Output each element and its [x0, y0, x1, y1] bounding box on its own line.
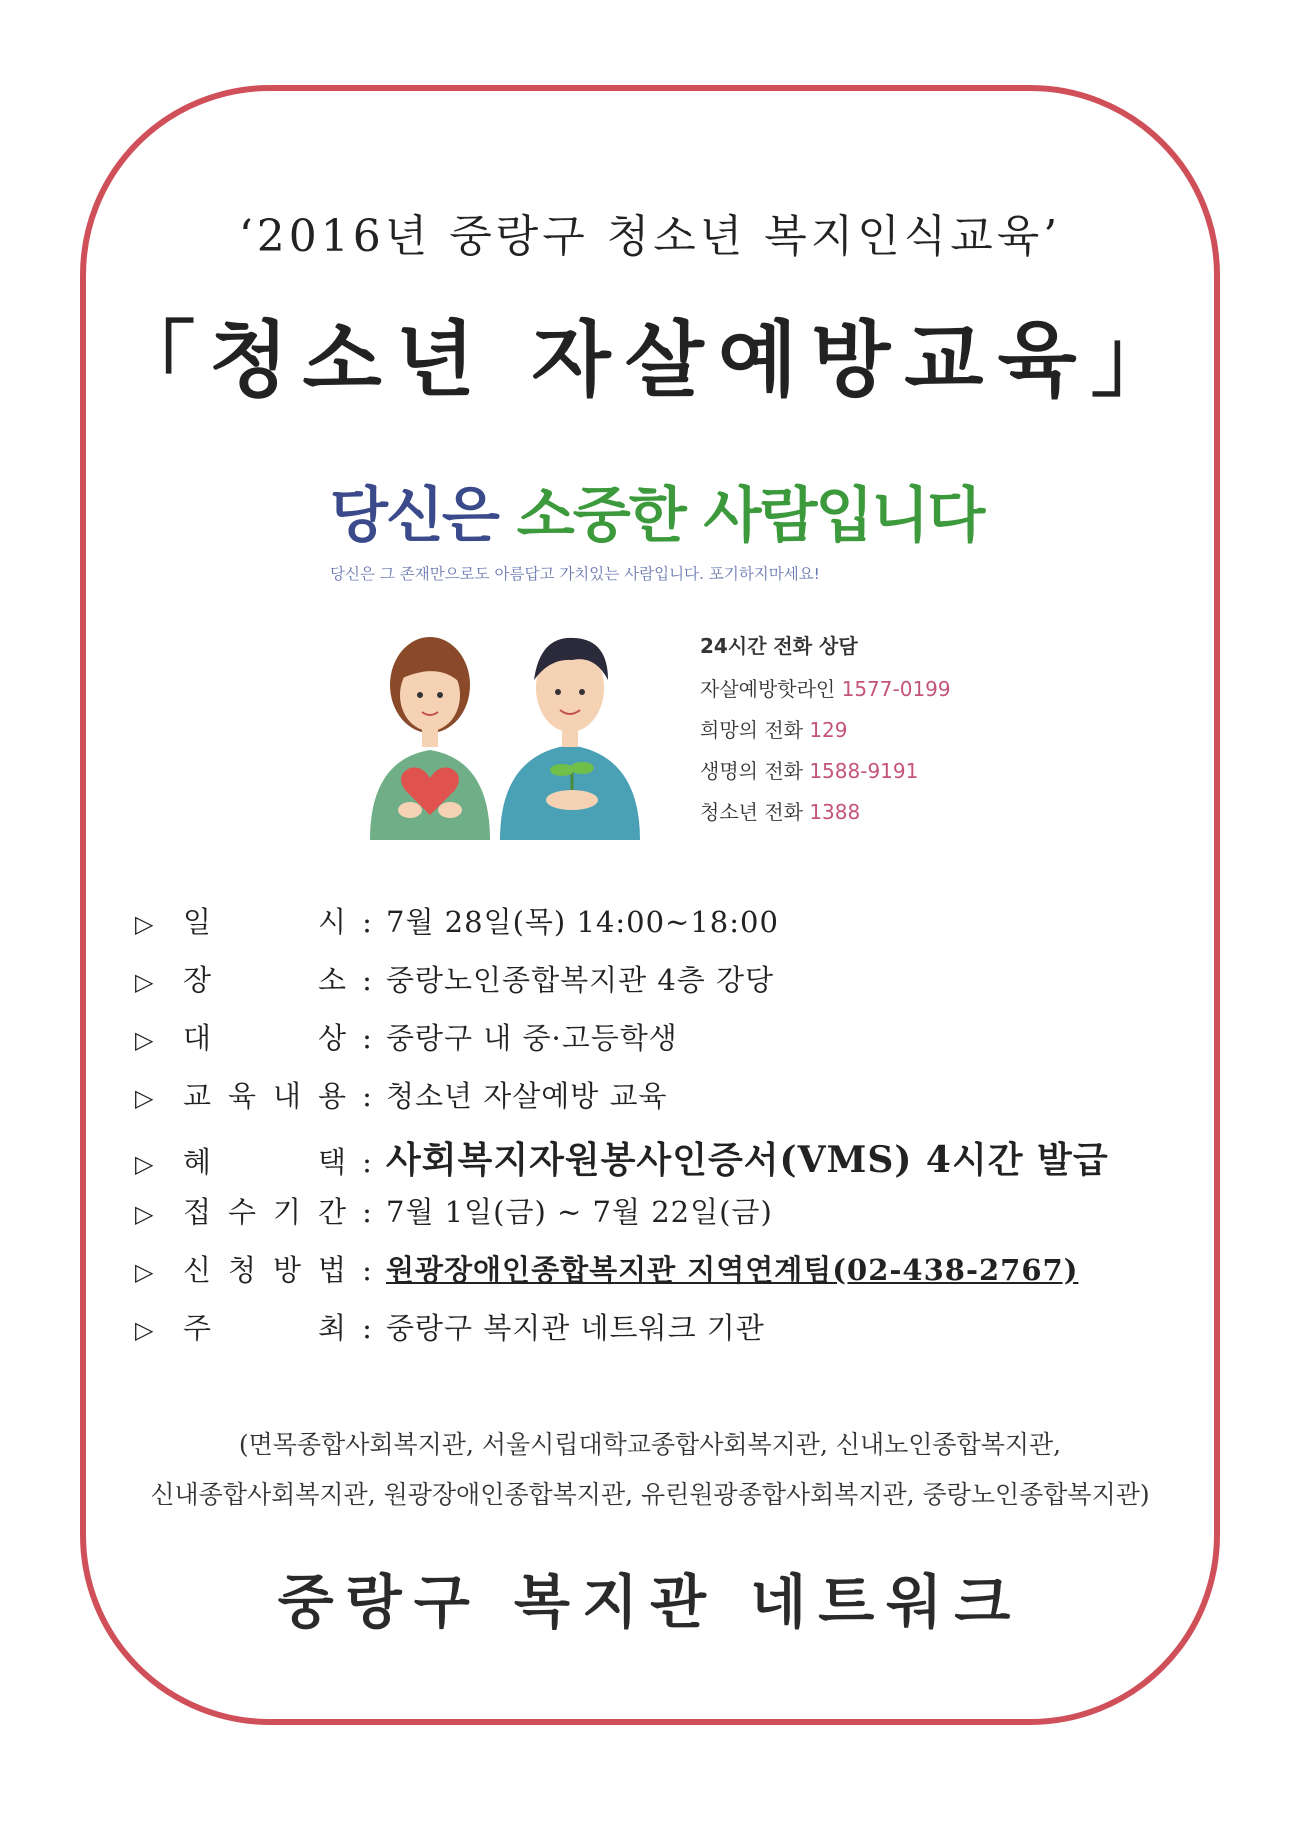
label-char: 상: [317, 1021, 348, 1055]
info-row-content: [135, 1074, 1185, 1132]
triangle-marker-icon: ▷: [135, 910, 154, 938]
hotline-heading: 24시간 전화 상담: [700, 634, 858, 658]
triangle-marker-icon: ▷: [135, 1150, 154, 1178]
hotline-number: 129: [809, 718, 848, 742]
banner-title-part2: 소중한 사람입니다: [516, 481, 984, 551]
triangle-marker-icon: ▷: [135, 1200, 154, 1228]
info-row-host: [135, 1306, 1185, 1364]
label-char: 법: [317, 1253, 348, 1287]
triangle-marker-icon: ▷: [135, 968, 154, 996]
info-row-target: [135, 1016, 1185, 1074]
label-char: 혜: [183, 1145, 214, 1179]
info-value: 원광장애인종합복지관 지역연계팀(02-438-2767): [386, 1253, 1079, 1287]
colon: :: [362, 963, 372, 997]
poster-title: 「청소년 자살예방교육」: [113, 312, 1187, 408]
banner-subtitle: 당신은 그 존재만으로도 아름답고 가치있는 사람입니다. 포기하지마세요!: [330, 565, 820, 583]
hotline-item: [700, 673, 951, 702]
man-figure: [500, 638, 640, 840]
info-value: 사회복지자원봉사인증서(VMS) 4시간 발급: [386, 1139, 1109, 1181]
triangle-marker-icon: ▷: [135, 1258, 154, 1286]
hotline-name: 청소년 전화: [700, 800, 803, 824]
banner-title-part1: 당신은: [330, 481, 498, 551]
hotline-name: 생명의 전화: [700, 759, 803, 783]
hotline-number: 1588-9191: [809, 759, 919, 783]
info-value: 7월 1일(금) ~ 7월 22일(금): [386, 1195, 773, 1229]
info-label: [183, 900, 348, 941]
label-char: 청: [227, 1253, 258, 1287]
organizations-line: 신내종합사회복지관, 원광장애인종합복지관, 유린원광종합사회복지관, 중랑노인종합복지관): [150, 1480, 1150, 1509]
woman-figure: [370, 637, 490, 840]
label-char: 육: [227, 1079, 258, 1113]
info-label: [183, 1074, 348, 1115]
info-row-registration-period: [135, 1190, 1185, 1248]
couple-illustration: [350, 610, 650, 840]
label-char: 용: [317, 1079, 348, 1113]
label-char: 대: [183, 1021, 214, 1055]
info-label: [183, 1248, 348, 1289]
colon: :: [362, 1021, 372, 1055]
info-label: [183, 1190, 348, 1231]
info-value: 청소년 자살예방 교육: [386, 1079, 668, 1113]
info-row-date: [135, 900, 1185, 958]
info-label: [183, 1306, 348, 1347]
label-char: 주: [183, 1311, 214, 1345]
info-value: 중랑구 복지관 네트워크 기관: [386, 1311, 765, 1345]
label-char: 장: [183, 963, 214, 997]
triangle-marker-icon: ▷: [135, 1084, 154, 1112]
colon: :: [362, 1311, 372, 1345]
info-label: [183, 1016, 348, 1057]
banner-title: [330, 468, 1010, 554]
info-value: 7월 28일(목) 14:00~18:00: [386, 905, 779, 939]
colon: :: [362, 1253, 372, 1287]
label-char: 접: [183, 1195, 214, 1229]
colon: :: [362, 905, 372, 939]
label-char: 일: [183, 905, 214, 939]
info-label: [183, 958, 348, 999]
info-label: [183, 1140, 348, 1181]
campaign-banner: [330, 468, 1010, 584]
hotline-number: 1577-0199: [841, 677, 951, 701]
hotline-name: 희망의 전화: [700, 718, 803, 742]
hotline-number: 1388: [809, 800, 861, 824]
label-char: 기: [272, 1195, 303, 1229]
colon: :: [362, 1195, 372, 1229]
colon: :: [362, 1145, 372, 1179]
event-info-list: [135, 900, 1185, 1364]
info-row-application-method: [135, 1248, 1185, 1306]
hotline-item: [700, 714, 951, 743]
hotline-name: 자살예방핫라인: [700, 677, 836, 701]
label-char: 방: [272, 1253, 303, 1287]
organizations-line: (면목종합사회복지관, 서울시립대학교종합사회복지관, 신내노인종합복지관,: [238, 1430, 1062, 1459]
hotline-item: [700, 755, 951, 784]
label-char: 택: [317, 1145, 348, 1179]
label-char: 시: [317, 905, 348, 939]
info-row-place: [135, 958, 1185, 1016]
colon: :: [362, 1079, 372, 1113]
label-char: 간: [317, 1195, 348, 1229]
label-char: 교: [183, 1079, 214, 1113]
hotline-item: [700, 796, 951, 825]
triangle-marker-icon: ▷: [135, 1316, 154, 1344]
info-value: 중랑구 내 중·고등학생: [386, 1021, 678, 1055]
label-char: 신: [183, 1253, 214, 1287]
organizations-list: [0, 1420, 1300, 1520]
poster-subtitle: ‘2016년 중랑구 청소년 복지인식교육’: [238, 211, 1062, 262]
info-value: 중랑노인종합복지관 4층 강당: [386, 963, 775, 997]
hotline-box: [700, 630, 951, 837]
label-char: 수: [227, 1195, 258, 1229]
footer-organizer: 중랑구 복지관 네트워크: [277, 1568, 1023, 1636]
label-char: 최: [317, 1311, 348, 1345]
label-char: 소: [317, 963, 348, 997]
info-row-benefit: [135, 1132, 1185, 1190]
triangle-marker-icon: ▷: [135, 1026, 154, 1054]
label-char: 내: [272, 1079, 303, 1113]
